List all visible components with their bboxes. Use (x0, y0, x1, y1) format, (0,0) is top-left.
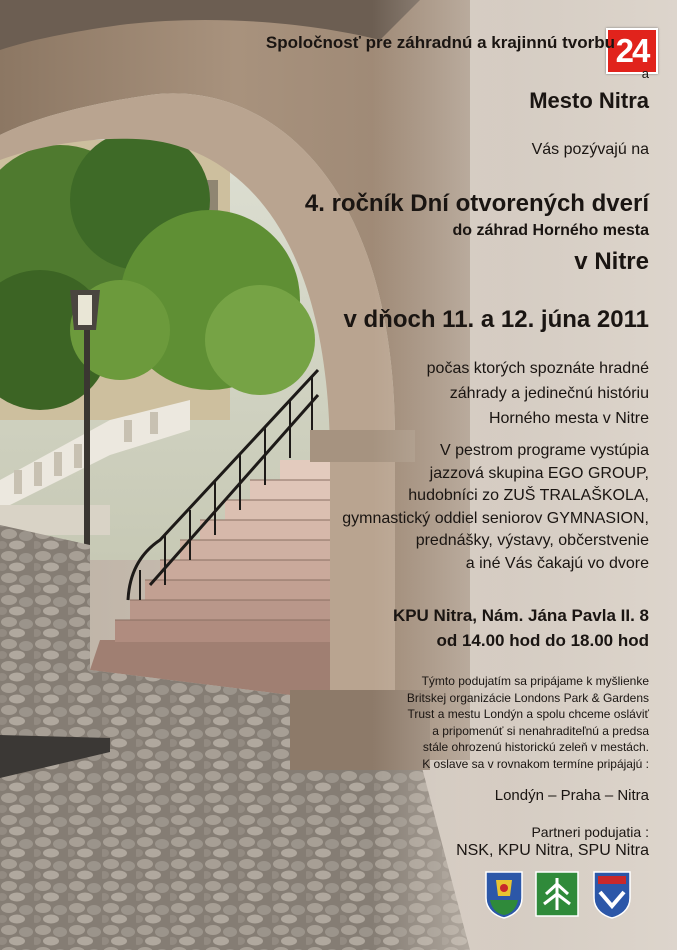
description-line: počas ktorých spoznáte hradné (426, 360, 649, 377)
nsk-crest-icon (486, 872, 522, 918)
event-dates: v dňoch 11. a 12. júna 2011 (343, 306, 649, 333)
venue-address: KPU Nitra, Nám. Jána Pavla II. 8 (392, 606, 649, 625)
event-place: v Nitre (574, 248, 649, 275)
kpu-nitra-logo-icon (536, 872, 578, 916)
description-line: záhrady a jedinečnú históriu (449, 385, 649, 402)
support-note-line: K oslave sa v rovnakom termíne pripájajú : (422, 756, 649, 771)
partners-names: NSK, KPU Nitra, SPU Nitra (456, 842, 649, 859)
venue-hours: od 14.00 hod do 18.00 hod (436, 631, 649, 650)
support-note-line: stále ohrozenú historickú zeleň v mestách. (422, 740, 649, 754)
support-note-line: Týmto podujatím sa pripájame k myšlienke (421, 674, 649, 688)
invite-text: Vás pozývajú na (531, 141, 649, 158)
conjunction-text: a (641, 66, 649, 81)
support-note-line: a pripomenúť si nenahraditeľnú a predsa (432, 723, 649, 738)
description-block (427, 356, 649, 431)
city-name: Mesto Nitra (529, 88, 649, 113)
description-line: Horného mesta v Nitre (488, 410, 649, 427)
badge-label: 24 (615, 32, 649, 69)
program-line: prednášky, výstavy, občerstvenie (415, 532, 649, 549)
support-note (407, 673, 649, 772)
partner-cities: Londýn – Praha – Nitra (494, 787, 649, 804)
program-line: gymnastický oddiel seniorov GYMNASION, (342, 509, 649, 527)
support-note-line: Britskej organizácie Londons Park & Gardens (406, 690, 649, 705)
event-subtitle: do záhrad Horného mesta (452, 222, 649, 239)
venue-block (393, 603, 649, 653)
program-line: jazzová skupina EGO GROUP, (429, 464, 649, 482)
organizer-name: Spoločnosť pre záhradnú a krajinnú tvorbu (265, 33, 615, 52)
nitra-city-crest-icon (594, 872, 630, 918)
program-line: hudobníci zo ZUŠ TRALAŠKOLA, (408, 487, 649, 504)
partner-logos (484, 870, 634, 920)
program-line: a iné Vás čakajú vo dvore (465, 554, 649, 572)
program-line: V pestrom programe vystúpia (440, 442, 649, 459)
partners-heading: Partneri podujatia : (531, 824, 649, 840)
program-block (342, 440, 649, 575)
event-title: 4. ročník Dní otvorených dverí (304, 190, 649, 217)
support-note-line: Trust a mestu Londýn a spolu chceme osláviť (407, 707, 649, 721)
